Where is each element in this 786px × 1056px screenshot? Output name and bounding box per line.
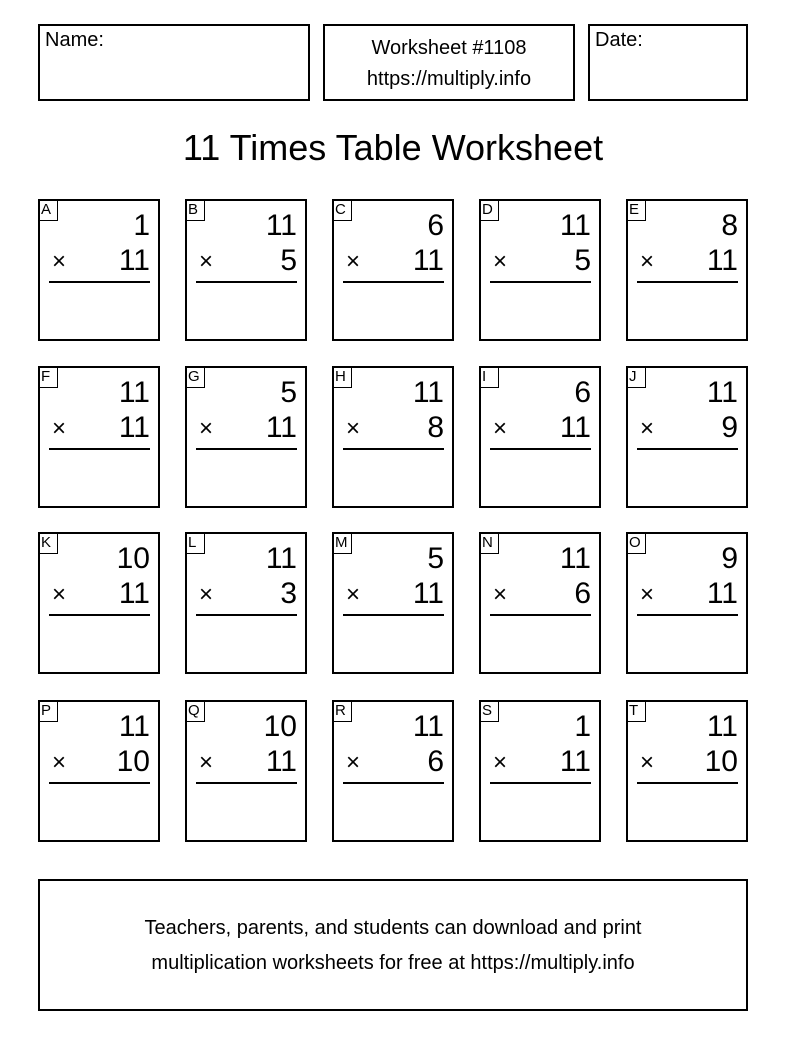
problem-card [479,700,601,842]
answer-line [637,614,738,616]
multiplicand: 10 [116,542,150,575]
problem-label: D [479,199,499,221]
worksheet-number: Worksheet #1108 [371,37,527,59]
problem-label: S [479,700,499,722]
problem-card [479,199,601,341]
multiplicand: 11 [559,209,591,242]
multiplier: 9 [721,411,738,444]
footer-text-line-2: multiplication worksheets for free at https://multiply.info [151,952,635,974]
multiplicand: 6 [574,376,591,409]
multiplier: 5 [280,244,297,277]
answer-line [196,448,297,450]
worksheet-info-box [323,24,575,101]
problem-label: P [38,700,58,722]
problem-label: N [479,532,499,554]
problem-card [626,700,748,842]
answer-line [637,281,738,283]
problem-card [185,700,307,842]
answer-line [49,448,150,450]
multiplicand: 11 [412,376,444,409]
problem-card [185,532,307,674]
problem-label: Q [185,700,205,722]
problem-card [38,700,160,842]
problem-label: F [38,366,58,388]
multiply-sign-icon: × [52,248,67,275]
multiply-sign-icon: × [493,248,508,275]
problem-label: T [626,700,646,722]
multiplier: 6 [574,577,591,610]
multiplicand: 11 [706,376,738,409]
multiply-sign-icon: × [493,581,508,608]
multiplier: 11 [559,745,591,778]
answer-line [343,782,444,784]
multiply-sign-icon: × [199,415,214,442]
answer-line [196,614,297,616]
multiplier: 11 [118,411,150,444]
problem-label: G [185,366,205,388]
multiplicand: 11 [265,542,297,575]
multiplier: 11 [412,244,444,277]
problem-card [626,199,748,341]
multiplier: 11 [265,745,297,778]
date-field-box [588,24,748,101]
problem-card [38,199,160,341]
multiplicand: 6 [427,209,444,242]
multiply-sign-icon: × [199,581,214,608]
problem-card [332,366,454,508]
multiplier: 5 [574,244,591,277]
problem-label: A [38,199,58,221]
problem-card [332,199,454,341]
multiply-sign-icon: × [346,749,361,776]
answer-line [49,614,150,616]
multiplier: 11 [412,577,444,610]
multiplier: 8 [427,411,444,444]
footer-text-line-1: Teachers, parents, and students can download and print [144,917,642,939]
multiplier: 11 [118,244,150,277]
multiply-sign-icon: × [640,581,655,608]
multiply-sign-icon: × [199,248,214,275]
multiplicand: 5 [427,542,444,575]
answer-line [637,448,738,450]
multiplicand: 11 [118,710,150,743]
problem-card [626,366,748,508]
problem-card [38,532,160,674]
answer-line [343,614,444,616]
problem-label: L [185,532,205,554]
problem-label: O [626,532,646,554]
multiplicand: 11 [706,710,738,743]
multiplicand: 11 [412,710,444,743]
answer-line [490,614,591,616]
multiply-sign-icon: × [640,248,655,275]
answer-line [196,782,297,784]
multiply-sign-icon: × [640,749,655,776]
page-title: 11 Times Table Worksheet [182,127,604,168]
problem-card [185,199,307,341]
problem-label: J [626,366,646,388]
multiplicand: 1 [133,209,150,242]
answer-line [196,281,297,283]
multiplicand: 11 [559,542,591,575]
multiplier: 6 [427,745,444,778]
problem-label: B [185,199,205,221]
problem-card [38,366,160,508]
answer-line [343,281,444,283]
problem-label: C [332,199,352,221]
problem-label: H [332,366,352,388]
problem-card [185,366,307,508]
multiplicand: 11 [265,209,297,242]
problem-label: R [332,700,352,722]
multiply-sign-icon: × [346,415,361,442]
multiply-sign-icon: × [199,749,214,776]
multiplier: 3 [280,577,297,610]
problem-label: E [626,199,646,221]
problem-card [332,532,454,674]
multiplier: 11 [265,411,297,444]
name-label: Name: [45,29,104,51]
multiplicand: 9 [721,542,738,575]
date-label: Date: [595,29,643,51]
worksheet-url: https://multiply.info [366,68,532,90]
problem-label: M [332,532,352,554]
multiply-sign-icon: × [52,415,67,442]
answer-line [637,782,738,784]
footer-box [38,879,748,1011]
multiplier: 11 [706,244,738,277]
multiplier: 11 [118,577,150,610]
problem-card [332,700,454,842]
answer-line [490,782,591,784]
multiply-sign-icon: × [640,415,655,442]
answer-line [49,281,150,283]
multiplicand: 5 [280,376,297,409]
problem-card [479,366,601,508]
problem-label: K [38,532,58,554]
multiplier: 10 [116,745,150,778]
problem-label: I [479,366,499,388]
multiply-sign-icon: × [493,749,508,776]
multiplier: 10 [704,745,738,778]
multiply-sign-icon: × [346,581,361,608]
problem-card [479,532,601,674]
multiplier: 11 [706,577,738,610]
multiply-sign-icon: × [52,581,67,608]
multiplicand: 8 [721,209,738,242]
answer-line [490,281,591,283]
multiplier: 11 [559,411,591,444]
name-field-box [38,24,310,101]
multiplicand: 1 [574,710,591,743]
problem-card [626,532,748,674]
multiplicand: 11 [118,376,150,409]
multiply-sign-icon: × [346,248,361,275]
multiply-sign-icon: × [52,749,67,776]
multiply-sign-icon: × [493,415,508,442]
multiplicand: 10 [263,710,297,743]
answer-line [49,782,150,784]
answer-line [490,448,591,450]
answer-line [343,448,444,450]
